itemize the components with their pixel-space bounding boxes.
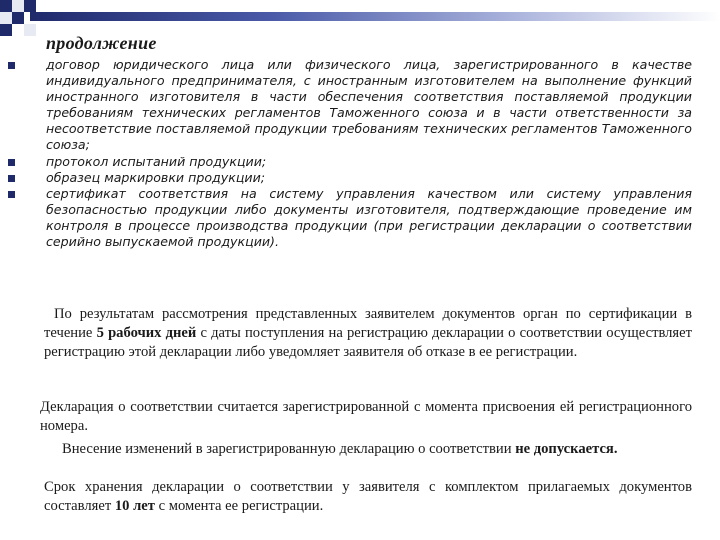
list-item bbox=[8, 186, 692, 250]
page-title: продолжение bbox=[46, 33, 157, 53]
paragraph-registered: Декларация о соответствии считается зарегистрированной с момента присвоения ей регистрационного номера. bbox=[40, 399, 692, 434]
deco-square-icon bbox=[0, 24, 12, 36]
gradient-bar bbox=[30, 12, 720, 21]
text-span: с момента ее регистрации. bbox=[154, 498, 324, 514]
list-item-text: договор юридического лица или физического лица, зарегистрированного в качестве индивидуального предпринимателя, с иностранным изготовителем на выполнение функций иностранного изготовителя в части обеспечения соответствия поставляемой продукции требованиям технических регламентов Таможенного союза и в части ответственности за несоответствие поставляемой продукции требованиям технических регламентов Таможенного союза; bbox=[46, 57, 692, 153]
bullet-square-icon bbox=[8, 175, 15, 182]
paragraph-changes bbox=[44, 440, 692, 459]
bullet-list bbox=[8, 57, 692, 250]
deco-square-icon bbox=[0, 12, 12, 24]
list-item bbox=[8, 57, 692, 154]
deco-square-icon bbox=[12, 12, 24, 24]
list-item bbox=[8, 170, 692, 186]
bullet-square-icon bbox=[8, 159, 15, 166]
bold-term: 5 рабочих дней bbox=[96, 325, 197, 341]
paragraph-storage-term bbox=[44, 478, 692, 516]
text-span: Срок хранения декларации о соответствии у заявителя с комплектом прилагаемых документов составляет bbox=[44, 479, 692, 514]
bullet-square-icon bbox=[8, 62, 15, 69]
deco-square-icon bbox=[24, 24, 36, 36]
paragraph-registration-term bbox=[44, 305, 692, 362]
list-item-text: образец маркировки продукции; bbox=[46, 169, 266, 185]
text-span: с даты поступления на регистрацию декларации о соответствии осуществляет регистрацию этой декларации либо уведомляет заявителя об отказе в ее регистрации. bbox=[44, 325, 692, 360]
bold-term: 10 лет bbox=[114, 498, 155, 514]
list-item-text: протокол испытаний продукции; bbox=[46, 153, 267, 169]
bullet-square-icon bbox=[8, 191, 15, 198]
deco-square-icon bbox=[24, 0, 36, 12]
text-span: Внесение изменений в зарегистрированную декларацию о соответствии bbox=[62, 441, 516, 457]
bold-term: не допускается. bbox=[515, 441, 618, 457]
text-span: По результатам рассмотрения представленных заявителем документов орган по сертификации в течение bbox=[44, 306, 692, 341]
deco-square-icon bbox=[12, 0, 24, 12]
list-item-text: сертификат соответствия на систему управления качеством или систему управления безопасностью продукции либо документы изготовителя, подтверждающие проведение им контроля в процессе производства продукции (при регистрации декларации о соответствии серийно выпускаемой продукции). bbox=[46, 185, 692, 250]
deco-square-icon bbox=[0, 0, 12, 12]
list-item bbox=[8, 154, 692, 170]
